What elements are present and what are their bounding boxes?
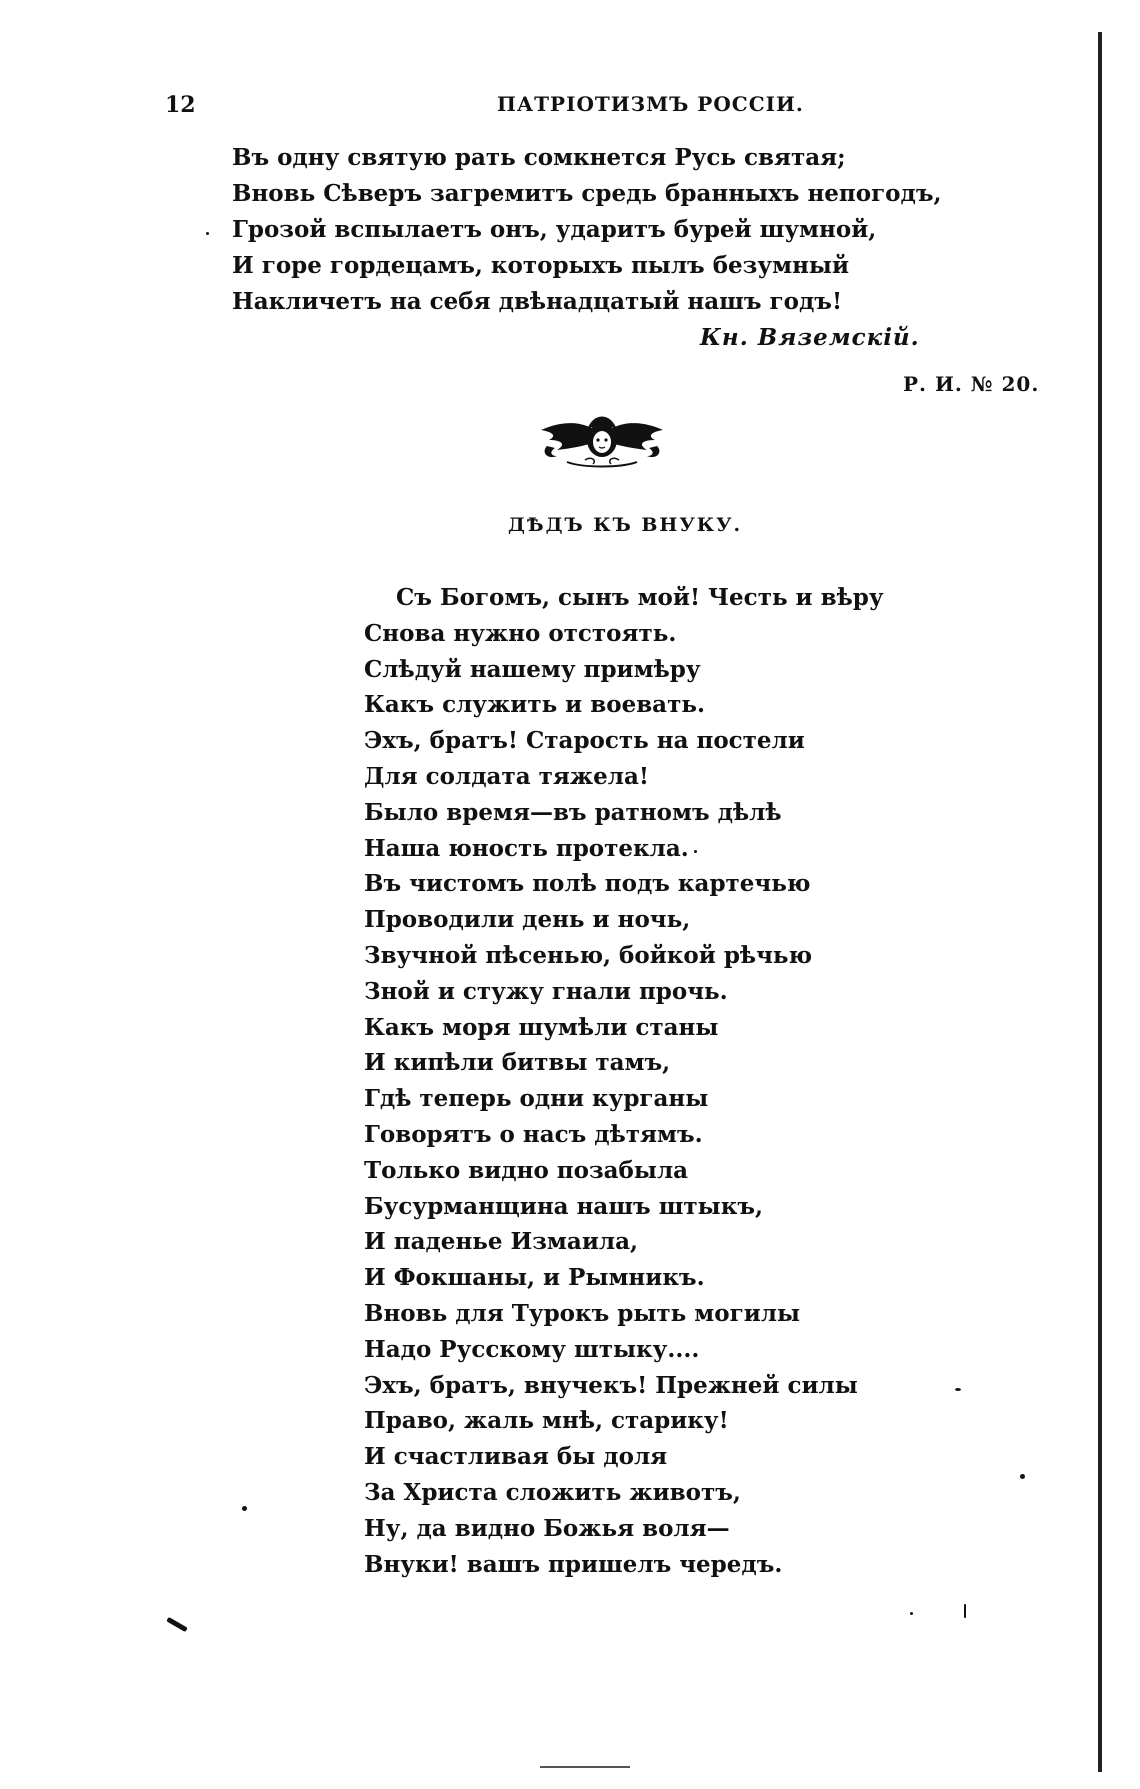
scan-speck <box>242 1506 247 1511</box>
page-edge-rule <box>1098 32 1102 1772</box>
poem-line: Говорятъ о насъ дѣтямъ. <box>364 1120 703 1148</box>
poem-line: Въ одну святую рать сомкнется Русь святая; <box>232 144 846 171</box>
scan-speck <box>166 1617 188 1632</box>
poem-line: Эхъ, братъ, внучекъ! Прежней силы <box>364 1371 858 1399</box>
second-poem <box>364 580 924 1582</box>
poem-line: Зной и стужу гнали прочь. <box>364 977 728 1005</box>
scan-speck <box>964 1604 966 1618</box>
scan-speck <box>694 850 697 853</box>
scan-speck <box>955 1388 961 1391</box>
poem-line: За Христа сложить животъ, <box>364 1478 741 1506</box>
scan-speck <box>910 1612 913 1615</box>
scan-speck <box>206 232 209 235</box>
poem-line: Внуки! вашъ пришелъ чередъ. <box>364 1550 783 1578</box>
scan-speck <box>1020 1474 1025 1479</box>
poem-line: И горе гордецамъ, которыхъ пылъ безумный <box>232 252 850 279</box>
poem-line: Звучной пѣсенью, бойкой рѣчью <box>364 941 813 969</box>
poem-line: Право, жаль мнѣ, старику! <box>364 1407 729 1435</box>
first-poem-stanza <box>232 140 942 320</box>
poem-line: Слѣдуй нашему примѣру <box>364 655 701 683</box>
poem-line: Накличетъ на себя двѣнадцатый нашъ годъ! <box>232 288 843 315</box>
poem-line: Съ Богомъ, сынъ мой! Честь и вѣру <box>396 584 884 611</box>
poem-line: Эхъ, братъ! Старость на постели <box>364 727 805 755</box>
winged-cherub-ornament-icon <box>527 402 677 472</box>
poem-line: Только видно позабыла <box>364 1156 689 1184</box>
poem-line: Какъ служить и воевать. <box>364 691 705 719</box>
poem-line: И паденье Измаила, <box>364 1228 639 1256</box>
poem-line: Было время—въ ратномъ дѣлѣ <box>364 798 782 826</box>
poem-line: Грозой вспылаетъ онъ, ударитъ бурей шумной, <box>232 216 877 243</box>
poem-author: Кн. Вяземскій. <box>700 324 920 351</box>
poem-line: Надо Русскому штыку.... <box>364 1335 700 1363</box>
poem-line: Наша юность протекла. <box>364 834 689 862</box>
running-title: ПАТРІОТИЗМЪ РОССІИ. <box>497 92 804 116</box>
poem-line: И Фокшаны, и Рымникъ. <box>364 1264 705 1292</box>
poem-line: Вновь Сѣверъ загремитъ средь бранныхъ непогодъ, <box>232 180 942 207</box>
poem-line: Для солдата тяжела! <box>364 762 649 790</box>
page-number: 12 <box>165 92 196 118</box>
poem-title: ДѢДЪ КЪ ВНУКУ. <box>508 514 743 536</box>
poem-line: Гдѣ теперь одни курганы <box>364 1085 709 1113</box>
poem-line: Ну, да видно Божья воля— <box>364 1514 730 1542</box>
poem-line: Какъ моря шумѣли станы <box>364 1013 719 1041</box>
poem-line: И счастливая бы доля <box>364 1443 668 1471</box>
poem-line: Бусурманщина нашъ штыкъ, <box>364 1192 763 1220</box>
poem-source: Р. И. № 20. <box>903 372 1040 396</box>
poem-line: Въ чистомъ полѣ подъ картечью <box>364 870 811 898</box>
poem-line: Вновь для Турокъ рыть могилы <box>364 1299 801 1327</box>
bottom-rule <box>540 1766 630 1768</box>
poem-line: Проводили день и ночь, <box>364 906 691 934</box>
poem-line: И кипѣли битвы тамъ, <box>364 1049 671 1077</box>
poem-line: Снова нужно отстоять. <box>364 619 677 647</box>
